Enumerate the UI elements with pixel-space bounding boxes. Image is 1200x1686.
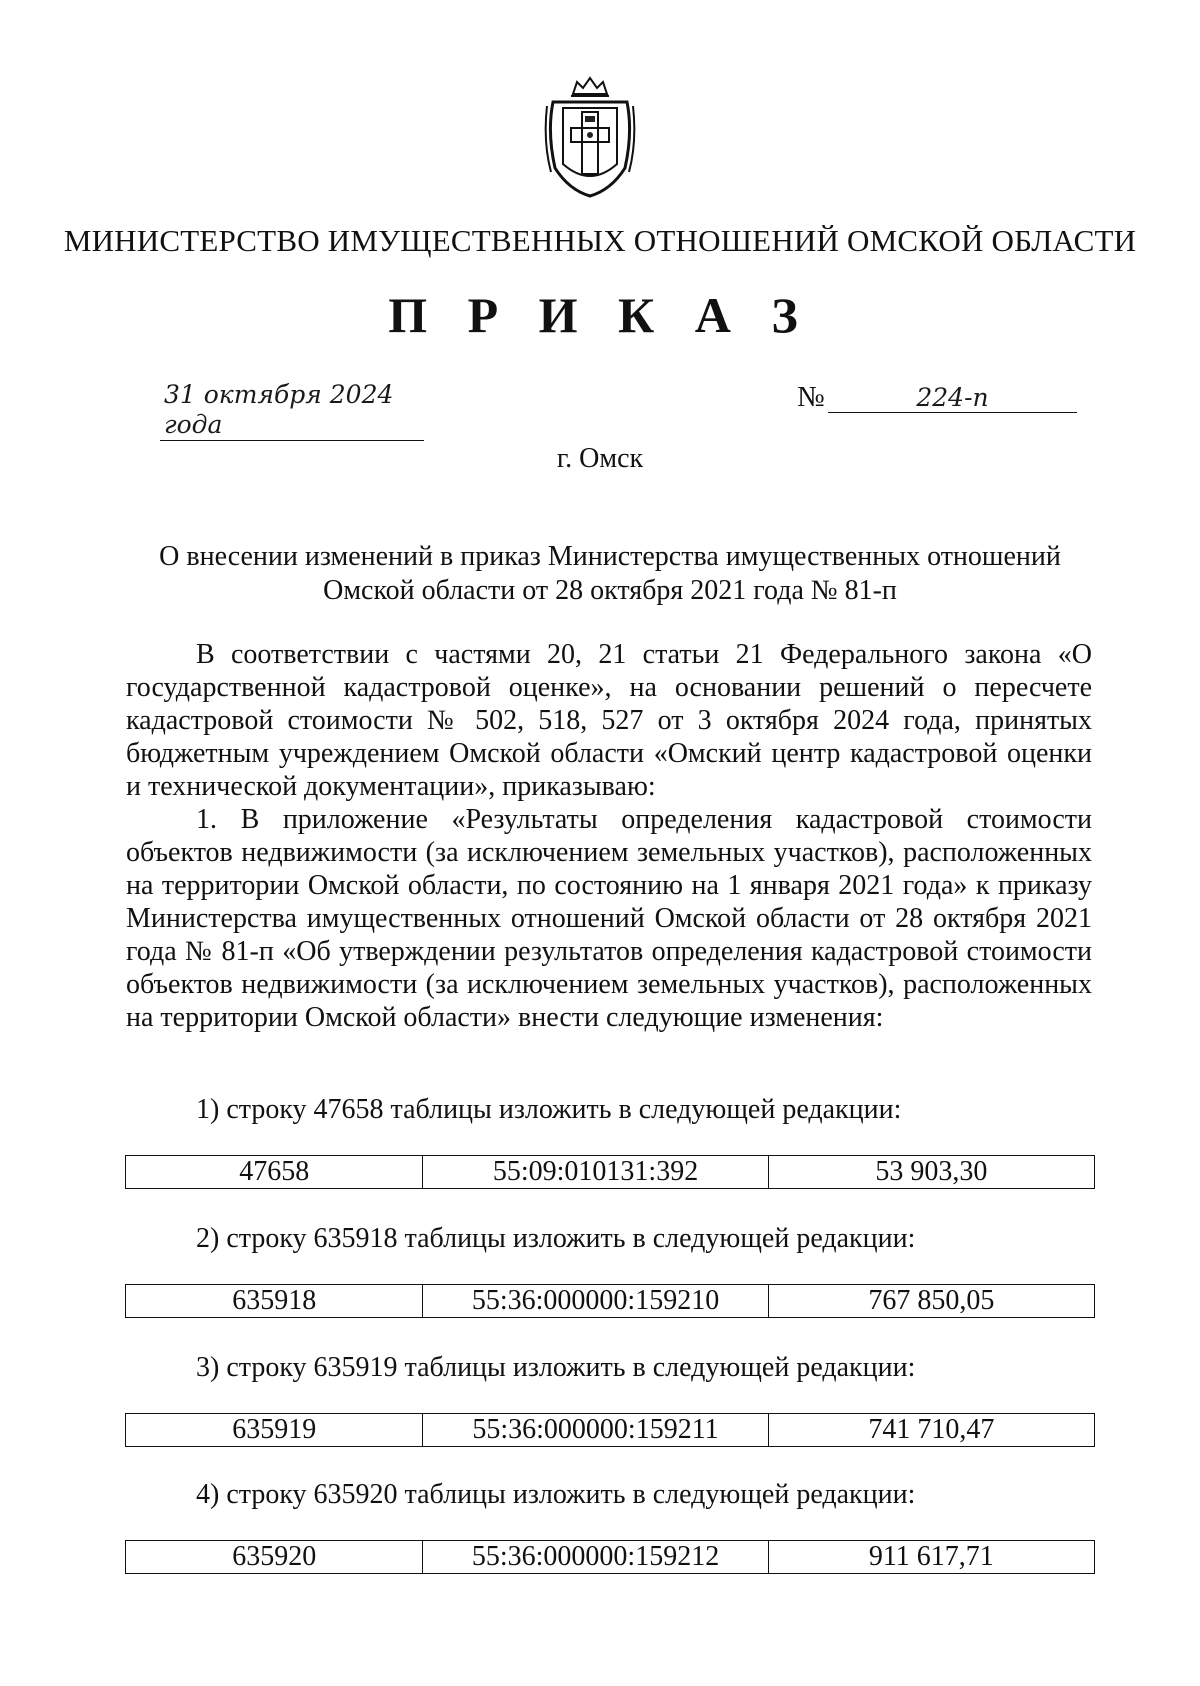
order-body <box>126 638 1092 1034</box>
row-number-cell: 635919 <box>126 1414 423 1446</box>
cadastral-number-cell: 55:36:000000:159211 <box>423 1414 768 1446</box>
amendment-row-table <box>125 1284 1095 1318</box>
row-number-cell: 47658 <box>126 1156 423 1188</box>
body-paragraph-2: 1. В приложение «Результаты определения кадастровой стоимости объектов недвижимости (за исключением земельных участков), расположенных на территории Омской области, по состоянию на 1 января 2021 года» к приказу Министерства имущественных отношений Омской области от 28 октября 2021 года № 81-п «Об утверждении результатов определения кадастровой стоимости объектов недвижимости (за исключением земельных участков), расположенных на территории Омской области» внести следующие изменения: <box>126 804 1092 1033</box>
city-name: г. Омск <box>556 443 644 474</box>
cadastral-value-cell: 911 617,71 <box>868 1541 994 1572</box>
cadastral-value-cell: 767 850,05 <box>868 1285 995 1316</box>
amendment-row-table <box>125 1413 1095 1447</box>
cadastral-value-cell: 741 710,47 <box>868 1414 995 1445</box>
amendment-instruction: 2) строку 635918 таблицы изложить в следующей редакции: <box>196 1223 916 1254</box>
ministry-name: МИНИСТЕРСТВО ИМУЩЕСТВЕННЫХ ОТНОШЕНИЙ ОМСКОЙ ОБЛАСТИ <box>63 223 1137 258</box>
amendment-row-table <box>125 1540 1095 1574</box>
coat-of-arms-emblem <box>539 72 641 200</box>
subject-line-1: О внесении изменений в приказ Министерства имущественных отношений <box>159 541 1061 572</box>
amendment-instruction: 1) строку 47658 таблицы изложить в следующей редакции: <box>196 1094 902 1125</box>
number-label: № <box>797 381 825 413</box>
row-number-cell: 635918 <box>126 1285 423 1317</box>
order-date-handwritten: 31 октября 2024 года <box>160 380 424 441</box>
cadastral-number-cell: 55:36:000000:159212 <box>423 1541 768 1573</box>
amendment-instruction: 4) строку 635920 таблицы изложить в следующей редакции: <box>196 1479 916 1510</box>
cadastral-value-cell: 53 903,30 <box>875 1156 988 1187</box>
order-number-handwritten: 224-п <box>828 383 1077 413</box>
amendment-row-table <box>125 1155 1095 1189</box>
amendment-instruction: 3) строку 635919 таблицы изложить в следующей редакции: <box>196 1352 916 1383</box>
order-subject <box>140 540 1080 608</box>
subject-line-2: Омской области от 28 октября 2021 года № 81-п <box>323 575 897 606</box>
body-paragraph-1: В соответствии с частями 20, 21 статьи 21 Федерального закона «О государственной кадастровой оценке», на основании решений о пересчете кадастровой стоимости № 502, 518, 527 от 3 октября 2024 года, принятых бюджетным учреждением Омской области «Омский центр кадастровой оценки и технической документации», приказываю: <box>126 639 1092 802</box>
row-number-cell: 635920 <box>126 1541 423 1573</box>
document-type-title: П Р И К А З <box>388 287 812 343</box>
cadastral-number-cell: 55:36:000000:159210 <box>423 1285 768 1317</box>
cadastral-number-cell: 55:09:010131:392 <box>423 1156 768 1188</box>
